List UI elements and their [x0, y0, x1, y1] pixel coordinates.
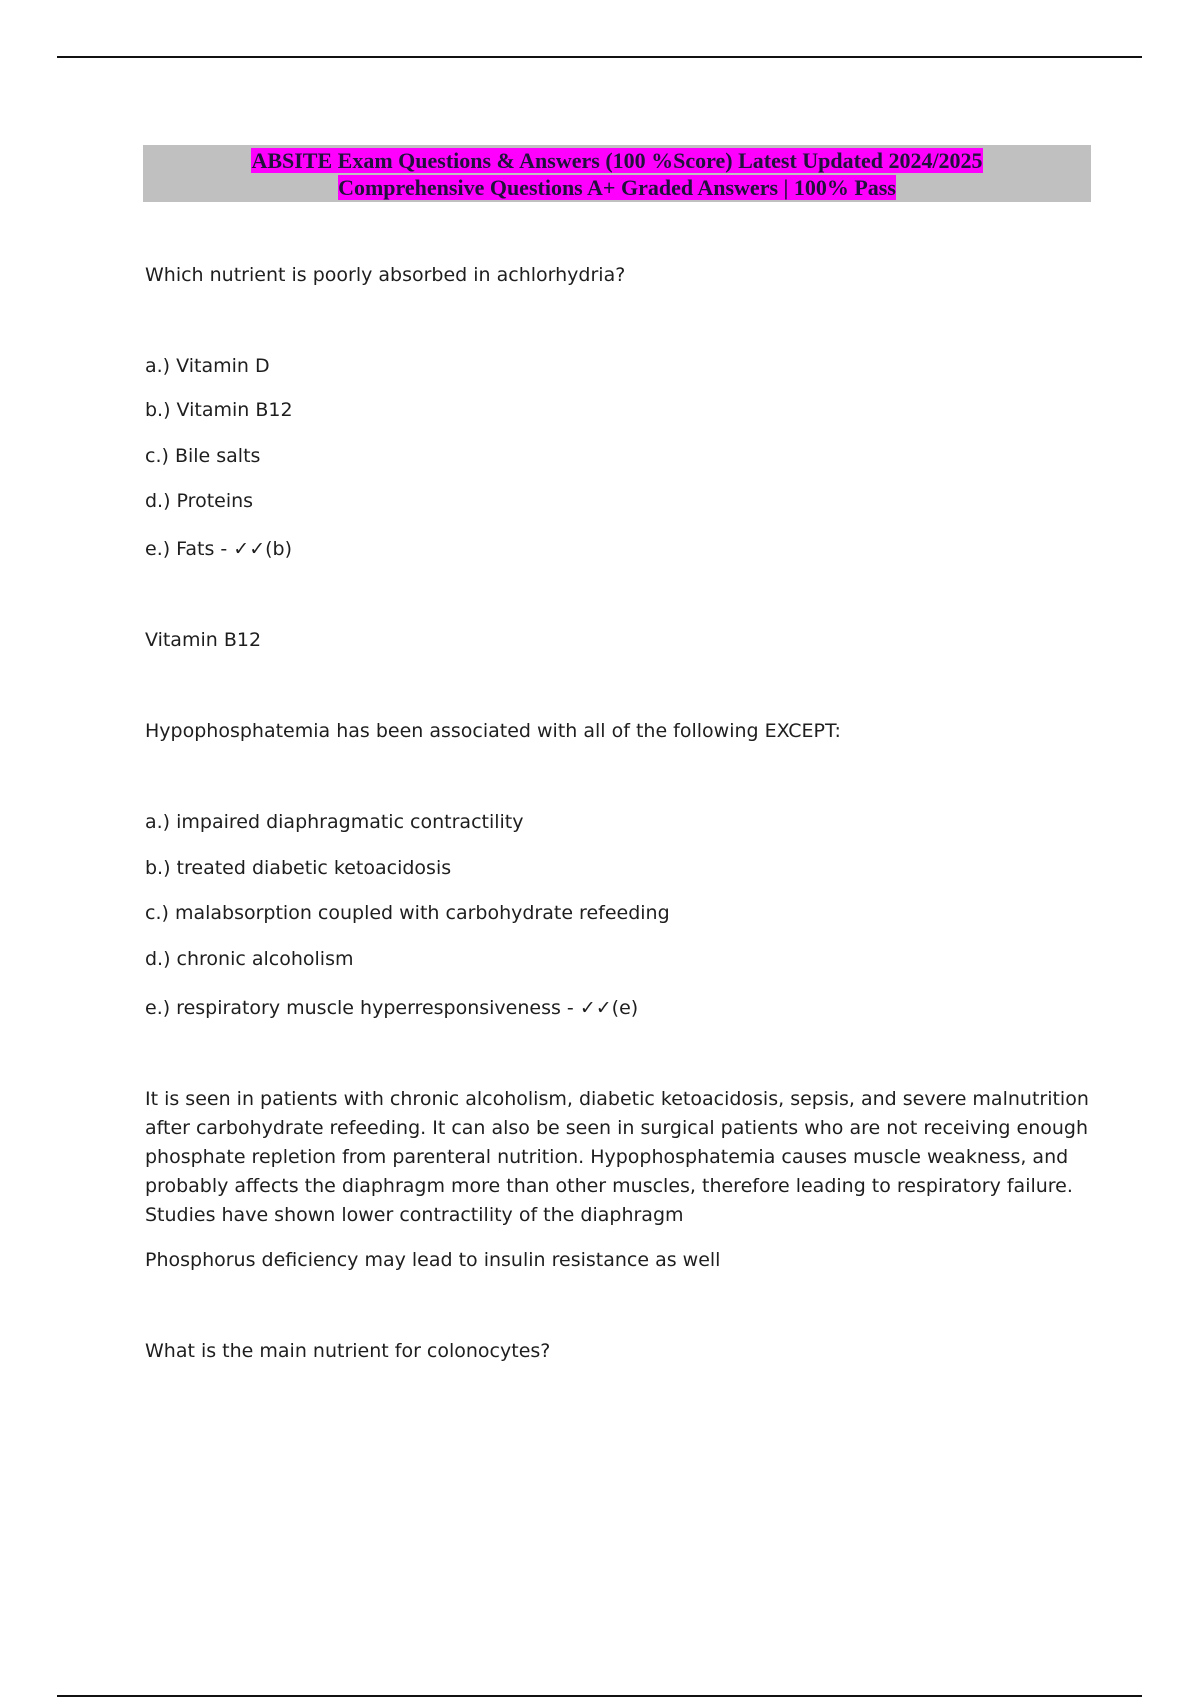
- q2-option-d: d.) chronic alcoholism: [145, 948, 354, 970]
- q1-option-a: a.) Vitamin D: [145, 355, 270, 377]
- top-rule: [57, 56, 1142, 58]
- q1-answer: Vitamin B12: [145, 629, 262, 651]
- q2-option-c: c.) malabsorption coupled with carbohydrate refeeding: [145, 902, 670, 924]
- q2-option-e: e.) respiratory muscle hyperresponsiveness - ✓✓(e): [145, 997, 639, 1019]
- q1-option-d: d.) Proteins: [145, 490, 254, 512]
- question-1: Which nutrient is poorly absorbed in achlorhydria?: [145, 264, 626, 286]
- q2-option-b: b.) treated diabetic ketoacidosis: [145, 857, 452, 879]
- document-title: [143, 145, 1091, 202]
- q2-option-a: a.) impaired diaphragmatic contractility: [145, 811, 524, 833]
- q1-option-c: c.) Bile salts: [145, 445, 261, 467]
- bottom-rule: [57, 1695, 1142, 1697]
- q1-option-e: e.) Fats - ✓✓(b): [145, 538, 293, 560]
- title-line-2: Comprehensive Questions A+ Graded Answers | 100% Pass: [338, 175, 896, 200]
- q2-explanation: It is seen in patients with chronic alcoholism, diabetic ketoacidosis, sepsis, and severe malnutrition after carbohydrate refeeding. It can also be seen in surgical patients who are not receiving enough phosphate repletion from parenteral nutrition. Hypophosphatemia causes muscle weakness, and probably affects the diaphragm more than other muscles, therefore leading to respiratory failure. Studies have shown lower contractility of the diaphragm: [145, 1088, 1089, 1226]
- title-line-1: ABSITE Exam Questions & Answers (100 %Score) Latest Updated 2024/2025: [251, 148, 983, 173]
- question-3: What is the main nutrient for colonocytes?: [145, 1340, 551, 1362]
- q1-option-b: b.) Vitamin B12: [145, 399, 293, 421]
- q2-note: Phosphorus deficiency may lead to insulin resistance as well: [145, 1249, 721, 1271]
- question-2: Hypophosphatemia has been associated with all of the following EXCEPT:: [145, 720, 841, 742]
